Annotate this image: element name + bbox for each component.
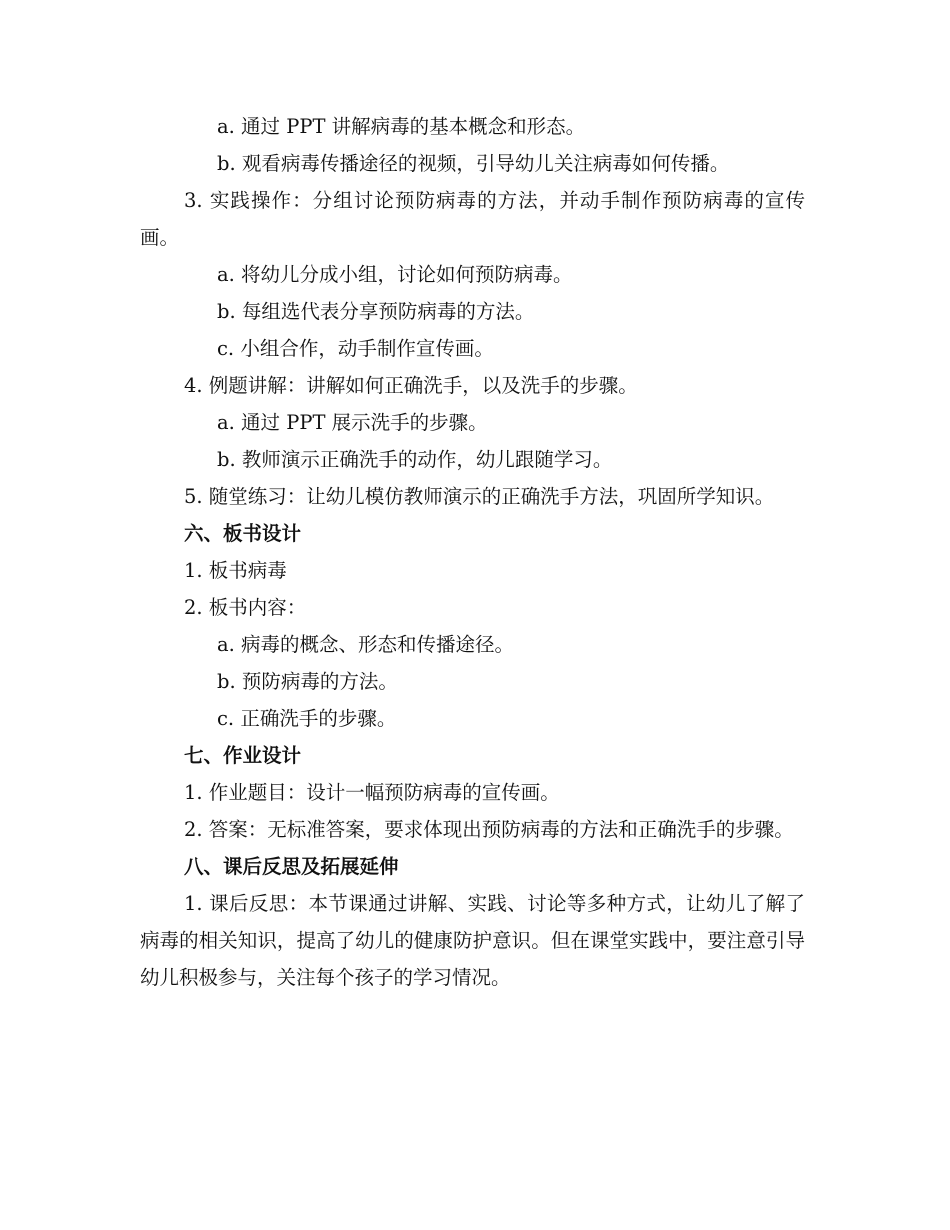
list-item: b. 观看病毒传播途径的视频，引导幼儿关注病毒如何传播。 [217, 152, 730, 175]
document-body [140, 108, 805, 996]
list-item: b. 每组选代表分享预防病毒的方法。 [217, 300, 535, 323]
list-item: c. 正确洗手的步骤。 [217, 707, 397, 730]
list-item: c. 小组合作，动手制作宣传画。 [217, 337, 494, 360]
section-heading: 八、课后反思及拓展延伸 [184, 855, 399, 878]
list-item: 4. 例题讲解：讲解如何正确洗手，以及洗手的步骤。 [184, 374, 638, 397]
list-item: b. 教师演示正确洗手的动作，幼儿跟随学习。 [217, 448, 613, 471]
list-item: 5. 随堂练习：让幼儿模仿教师演示的正确洗手方法，巩固所学知识。 [184, 485, 775, 508]
list-item: 2. 板书内容： [184, 596, 307, 619]
list-item: 2. 答案：无标准答案，要求体现出预防病毒的方法和正确洗手的步骤。 [184, 818, 794, 841]
list-item: a. 通过 PPT 展示洗手的步骤。 [217, 411, 488, 434]
section-heading: 六、板书设计 [184, 522, 302, 545]
list-item: 1. 课后反思：本节课通过讲解、实践、讨论等多种方式，让幼儿了解了病毒的相关知识，提高了幼儿的健康防护意识。但在课堂实践中，要注意引导幼儿积极参与，关注每个孩子的学习情况。 [140, 892, 805, 989]
list-item: a. 通过 PPT 讲解病毒的基本概念和形态。 [217, 115, 586, 138]
list-item: 1. 作业题目：设计一幅预防病毒的宣传画。 [184, 781, 560, 804]
list-item: 3. 实践操作：分组讨论预防病毒的方法，并动手制作预防病毒的宣传画。 [140, 189, 805, 249]
list-item: b. 预防病毒的方法。 [217, 670, 398, 693]
section-heading: 七、作业设计 [184, 744, 302, 767]
list-item: a. 病毒的概念、形态和传播途径。 [217, 633, 515, 656]
list-item: a. 将幼儿分成小组，讨论如何预防病毒。 [217, 263, 573, 286]
list-item: 1. 板书病毒 [184, 559, 287, 582]
